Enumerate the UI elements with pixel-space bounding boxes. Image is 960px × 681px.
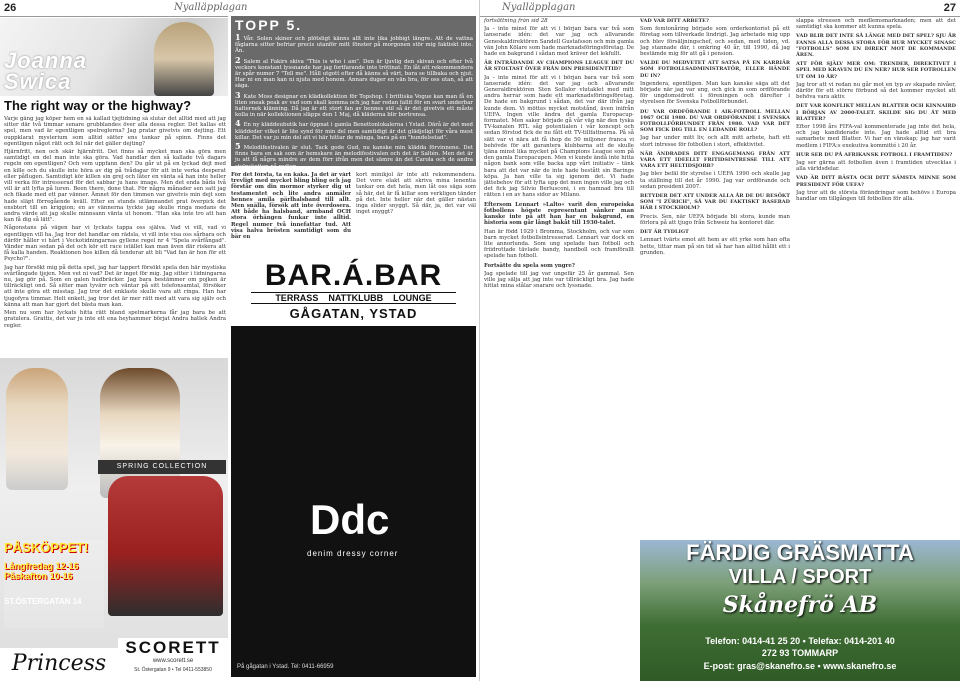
lawn-subtitle: VILLA / SPORT (728, 566, 872, 588)
easter-hours: Påskafton 10-16 (4, 571, 73, 581)
article-paragraph: Jag har försökt mig på detta spel, jag har tappert försökt spela den här mystiska svårfångade tjejen. Men vet ni vad? Det är inget för mig. Jag sitter i tidningarna nu, jag gör på. Som en galen hudbräcker. Jag bara bestämmer om pojken är tillräckligt ond. Så sitter man tyvärr och väntar på sitt telefonsamtal, försöker att inte göra ett misstag. Jag tror det enklaste skulle vara att ringa. Han har tjugofyra timmar. Helt enkelt, jag tror det är mer rätt med att vara sig själv och känna att man har gjort det bästa man kan. (4, 264, 226, 308)
interview-question: HUR SER DU PÅ AFRIKANSK FOTBOLL I FRAMTIDEN? (796, 151, 953, 158)
ddc-ad (231, 326, 476, 677)
lawn-address: 272 93 TOMMARP (761, 648, 839, 658)
interview-answer: Lennart tvärts emot att hem av ett yrke som han ofta hette, tittar man på sin tid så har han alltid hållit ett i grunden. (640, 237, 790, 256)
top5-number: 3 (235, 89, 241, 100)
interview-question: VAD VAR DITT ARBETE? (640, 18, 709, 24)
interview-answer: Jag ser gärna att fotbollen även i framtiden utvecklas i alla världsdelar. (796, 160, 956, 173)
promo-text: För det första, ta en kaka. Ja det är vårt trevligt med mycket bling bling och jag förstår om din mormor styrker dig ut testamentet och lite andra anmäler hennes amila pärlhalsband till allt. Men snälla, försök att inte överdosera. Att både ha halsband, armband OCH stora örhängen funkar inte alltid. Regel numer två innefattar tud. Att visa halva brösten samtidigt som du bär en (231, 172, 351, 241)
interview-answer: Som femtonåring började som orderkontorist på ett företag som tillverkade lindrigt. Jag arbetade mig upp och blev försäljningschef, och sedan, med tiden, vd. Jag stannade där, i omkring 40 år, till 1990, då jag bestämde mig för att gå i pension. (640, 26, 790, 58)
scorett-logo: SCORETT (125, 638, 221, 657)
ddc-address: På gågatan i Ystad. Tel: 0411-66959 (237, 664, 334, 670)
top5-list (235, 34, 473, 172)
page-number: 27 (943, 2, 956, 14)
top5-text: Melodifestivalen är slut. Tack gode Gud, nu kanske min klädda förvinnene. Det finns bara en sak som är hemskare än melodifestivalen och det är Saltén. Men det är ju att få några mindre av dem förr ifrån men det sämre än det Carola och de andra stolpskotten på radion. (235, 145, 473, 170)
promo-text: kort minikjol är inte att rekommendera. Det vore elakt att skriva mina lenentia tankar om det hela, men låt oss säga som så här, det är få killar som verkligen tänder på det. Inte heller när det gäller nästan inga slider snyggt. Så där, ja, det var väl inget snyggt? (356, 172, 476, 216)
easter-hours: Långfredag 12-16 (4, 561, 79, 571)
barabar-tagline (251, 292, 456, 304)
top5-text: En ny kläddeubutik har öppnat i gamla Benettonlokalerna i Ystad. Därå är det med kläddeder vilket är lite synd för min del men samtidigt är det glädjeligt för våra mest killar. Det var ju min del att vi här hittar de mänga, bara på en "hundelsstad". (235, 122, 473, 141)
continued-note: fortsättning från sid 28 (484, 18, 548, 24)
top5-item (235, 143, 473, 170)
spring-collection-label: SPRING COLLECTION (98, 460, 226, 474)
divider (480, 16, 960, 17)
interview-question: DU VAR ORDFÖRANDE I AIK-FOTBOLL MELLAN 1967 OCH 1980. DU VAR ORDFÖRANDE I SVENSKA FOTBOLLFÖRBUNDET FRÅN 1980. VAD VAR DET SOM FICK DIG TILL EN LEDANDE ROLL? (640, 108, 790, 134)
interview-answer: Han är född 1929 i Bromma, Stockholm, och var som barn mycket fotbollsintresserad. Lennart var dock en lite annorlunda. Som ung spelade han fotboll och friidrottade tävlade bandy, handboll och framförallt spelade han fotboll. (484, 228, 634, 260)
top5-number: 5 (235, 141, 241, 152)
top5-item (235, 34, 473, 55)
interview-question: Eftersom Lennart »Lalto« varit den europeiska fotbollens högste representant sånker man kanske inte på att han har en bakgrund, en historia som går långt bakåt till 1930-talet. (484, 201, 634, 227)
interview-question: VAD BLIR DET INTE SÅ LÄNGE MED DET SPEL? SJU ÅR FANNS ALLA DESSA STORA FÖR HUR MYCKET SINASC "FOTBOLLS" SOM EN DIREKT MOT DE KOMMANDE ÅREN. (796, 33, 956, 59)
skanefro-logo: Skånefrö AB (722, 592, 878, 618)
top5-number: 2 (235, 54, 241, 65)
interview-answer: Efter 1998 års FIFA-val kommenterade jag inte det hela, och jag kandiderade inte. Jag hade alltid ett bra samarbete med Blatter. Vi har en vänskap; jag har varit medlem i FIFA:s exekutiva kommitté i 20 år. (796, 124, 956, 149)
interview-question: VAD ÄR DITT BÄSTA OCH DITT SÄMSTA MINNE SOM PRESIDENT FÖR UEFA? (796, 175, 956, 188)
interview-answer: Jag blev befäl för styrelse i UEFA 1990 och skulle jag ta ställning till det år 1990. Jag var ordförande och sedan president 2007. (640, 171, 790, 190)
divider (0, 16, 228, 17)
top5-text: Vår. Solen skiner och plötsligt känns allt inte lika jobbigt längre. Att de vattna fåglarna sitter befriar precis utanför mitt fönster på morgonen stör mig faktiskt inte. Än. (235, 36, 473, 55)
promo-left (231, 172, 351, 258)
page-number: 26 (4, 2, 17, 14)
interview-column-3 (796, 18, 956, 538)
portrait-figure (154, 22, 214, 96)
top5-text: Salem al Fakirs skiva "This is who i am". Den är ljuvlig den skivan och efter två veckors konstant lyssnande har jag fortfarande inte tröttnat. En låt att rekommendera är spår numer 7 "Tell me". Håll utgott efter då känns så värt, bara se tillbaka och njut. Har ni en man kan ni njuta med honom. Annars duger en vän bra, för oss utan, så att säga. (235, 58, 473, 90)
barabar-lounge: LOUNGE (393, 293, 432, 303)
lawn-ad (640, 540, 960, 681)
easter-title: PÅSKÖPPET! (4, 540, 89, 555)
model-figure (6, 368, 68, 490)
barabar-nattklubb: NATTKLUBB (328, 293, 384, 303)
top5-item (235, 89, 473, 119)
top5-item (235, 120, 473, 141)
store-address: ST.ÖSTERGATAN 14 (4, 597, 82, 606)
masthead: Nyalläpplagan (502, 2, 576, 13)
top5-title: TOPP 5. (235, 17, 303, 33)
interview-answer: Ingendera, egentligen. Man kan kanske säga att det började när jag var ung, och gick in som ordförande för ungdomsidrott i föreningen och därefter i styrelsen för Svenska Fotbollförbundet. (640, 80, 790, 106)
scorett-ad (118, 638, 228, 681)
interview-question: ÄR INTRÄDANDE AV CHAMPIONS LEAGUE DET DU ÄR STOLTAST ÖVER FRÅN DIN PRESIDENTTID? (484, 60, 634, 73)
model-figure-red (108, 476, 223, 616)
easter-hours-box (4, 540, 104, 628)
scorett-url: www.scorett.se (152, 658, 194, 664)
interview-question: NÄR ÄNDRADES DITT ENGAGEMANG FRÅN ATT VARA ETT IDEELLT FRITIDSINTRESSE TILL ATT VARA ETT HELTIDSJOBB? (640, 150, 790, 170)
interview-column-1 (484, 18, 634, 538)
ddc-logo: Ddc (310, 496, 390, 543)
interview-question: VALDE DU MEDVETET ATT SATSA PÅ EN KARRIÄR SOM FOTBOLLSADMINISTRATÖR, ELLER HÄNDE DU IN? (640, 60, 790, 79)
top5-item (235, 54, 473, 90)
interview-question: DET ÄR TYDLIGT (640, 229, 689, 236)
scorett-address: St. Östergatan 9 • Tel 0411-553850 (134, 667, 212, 673)
top5-text: Kate Moss designar en klädkollektion för Topshop. I brittiska Vogue kan man få en liten sneak peak av vad som skall komma och jag har redan fallit för en svart underbar halternek klänning. Då jag är ett stort fan av hennes stil så är det givetvis ett måste kolla in när kollektionen släpps den 1 Maj, då kläderna blir bortrensa. (235, 93, 473, 119)
princess-logo: Princess (11, 651, 107, 676)
interview-answer: Jag tror att vi redan nu går mot en typ av skapade nivåer, därför för ett större förbund så det kommer mycket att behöva vara aktiv. (796, 81, 956, 101)
columnist-photo (0, 18, 228, 96)
article-title: The right way or the highway? (4, 98, 192, 113)
lawn-contact: E-post: gras@skanefro.se • www.skanefro.se (703, 661, 897, 671)
columnist-name: Joanna Swica (4, 48, 88, 94)
interview-question: Fortsätte du spela som yngre? (484, 262, 575, 269)
right-page (480, 0, 960, 681)
masthead: Nyalläpplagan (174, 2, 248, 13)
ddc-tagline: denim dressy corner (307, 549, 399, 558)
barabar-ad (231, 260, 476, 322)
barabar-street: GÅGATAN, YSTAD (289, 306, 418, 321)
interview-answer: Jag spelade till jag var ungefär 25 år gammal. Sen ville jag sälja att jag inte var tillräckligt bra. Jag hade hittat mina stålar snarare och lyssnade. (484, 270, 634, 290)
lawn-phone: Telefon: 0414-41 25 20 • Telefax: 0414-201 40 (705, 636, 895, 646)
top5-number: 4 (235, 118, 241, 129)
fashion-ad-photo (0, 358, 228, 681)
interview-question: BETYDER DET ATT UNDER ALLA ÅR DE DU BESÖKT SOM "I ZÜRICH", SÅ VAR DU FAKTISKT BASERAD HÄR I STOCKHOLM? (640, 193, 790, 212)
interview-answer: Ja – inte minst för att vi i början bara var två som lanserade idén: det var jag och allvarande Generaldirektören Sten Sollalor vlutaklet med mitt andra herrar som hade ett marknadsföringsföretag. De hade en bakgrund i sådan, det var där ifrån jag kunde dem. Vi möttes mycket motstånd, även inifrån UEFA. Ingen ville ändra det gamla Europacup-formatet. Men saker började gå vår väg när den tyska TV-kanalen RTL såg potentialen i vår koncept och sedan förstod fick de nu fått ett TV-tillfattnerna. På så sätt var vi nära att få ihop de 50 miljoner franca vi behövde för att garantera klubbarna att de skulle tjäna minst lika mycket på Champions League som på den gamla Europacupen. Men vi kunde ändå inte hitta någon bank som ville backa upp vårt initiativ – tänk bara att det var när de inte hade bestått sin Barings köpa. Ja han ville ta sig igenom det. Vi hade jättebehov för att lyfta upp det men ingen ville jag och det fick jag Silvio Berlusconi, i en hamnad bra till rätten i en av hans sidor av Milano. (484, 74, 634, 199)
top5-box (231, 16, 476, 170)
interview-answer: Ja – inte minst för att vi i början bara var två som lanserade idén: det var jag och allvarande Geneskaldirektören Sandell Gustafsson och min gamla vän John Kölare som hade marknadsföringsföretag. De hade en bakgrund i sådan med kräver det lekfullt. (484, 26, 634, 58)
article-lead: Varje gång jag köper hem en så kallad tjejtidning så slutar det alltid med att jag sitter där två timmar senare grubblandes över alla dessa regler. Det kallas ett spel, men vad är egentligen spelreglerna? Jag pratar givetvis om dejting. Ett ouppklarat mysterium som alltid sätter ens tankar på spinn. Finns det egentligen något rätt och fel när det gäller dejting? (4, 116, 226, 147)
interview-answer: Jag har under mitt liv, och allt mitt arbete, haft ett stort intresse för fotbollen i stort, effektivitet. (640, 135, 790, 148)
promo-right (356, 172, 476, 258)
barabar-terrass: TERRASS (275, 293, 319, 303)
interview-answer: slappa stressen och medlemsmarknaden; men att det samtidigt ska kommer att kunna spela. (796, 18, 956, 31)
interview-column-2 (640, 18, 790, 538)
top5-number: 1 (235, 32, 241, 42)
lawn-title: FÄRDIG GRÄSMATTA (686, 540, 914, 565)
princess-logo-box (0, 648, 118, 681)
article-paragraph: Hjärnfritt, nen och skär hjärnfritt. Det finns så mycket man ska göra men samtidigt en del man inte ska göra. Vad handlar den så kallade två dagars regeln om egentligen? Och vem uppfann den? Du går ut på en lyckad dejt med en kille och du skulle inte höra av dig på tvådagar för att inte verka desperat eller påflugen. Samtidigt kör killen sin grej och låter en vänta så han inte heller vill verka för intresserad för det sabbar ju hans image. Men det enda båda två vill är att lyfta på luren. Been there, done that. För några månader sen satt jag och fikade med ett par vänner. Ämnet för den timmen var givetvis min dejt som hade släpt förregående kväll. Efter en stunds utlämnandet prat överpick det ensbtert till en kriggion; en av vännerna tyckte jag skulle ringa medans de andra värde att jag skulle minnsann vänta ut honom. "Han ska inte tro att han kan få dig så lätt". (4, 149, 226, 224)
barabar-logo: BAR.Á.BAR (264, 259, 443, 292)
article-paragraph: Någonstans på vägen har vi lyckats tappa oss själva. Vad vi vill, vad vi egentligen vill ha. Jag tror det handlar om rädsla, vi vill inte visa oss sårbara och därför håller vi hårt i Veckotidningarnas gyllene regel nr 4 "Spela svårfångad". Vänder man sedan på det och kör ett race istället kan man även där riskera att få kalla handen. Reaktionen hos killen då tenderar att bli "Vad fan är hon för ett Psycho?". (4, 225, 226, 263)
article-body (4, 116, 226, 358)
interview-question: ATT FÖR SJÄLV MER OM: TRENDER, DIREKTIVET I SPEL MED KRAVEN DU EN NER? HUR SER FOTBOLLEN UT OM 10 ÅR? (796, 61, 956, 80)
interview-answer: Precis. Sen, när UEFA började bli stora, kunde man förlora på att tjugo från Schweiz ha kontoret där. (640, 213, 790, 226)
interview-question: DET VAR KONFLIKT MELLAN BLATTER OCH KINNAIRD I BÖRJAN AV 2000-TALET. SKILDE SIG DU ÅT MED BLATTER? (796, 103, 956, 122)
interview-answer: Jag tror att de största förändringar som behövs i Europa handlar om tillgången till fotbollen för alla. (796, 189, 956, 203)
article-paragraph: Men nu som har lyckats hitta rätt bland spelmarkerna får jag bara be att gratulera. Grattis, det var ju inte ett ena heyhammer börjat Andra hatlek Andra regler. (4, 310, 226, 329)
